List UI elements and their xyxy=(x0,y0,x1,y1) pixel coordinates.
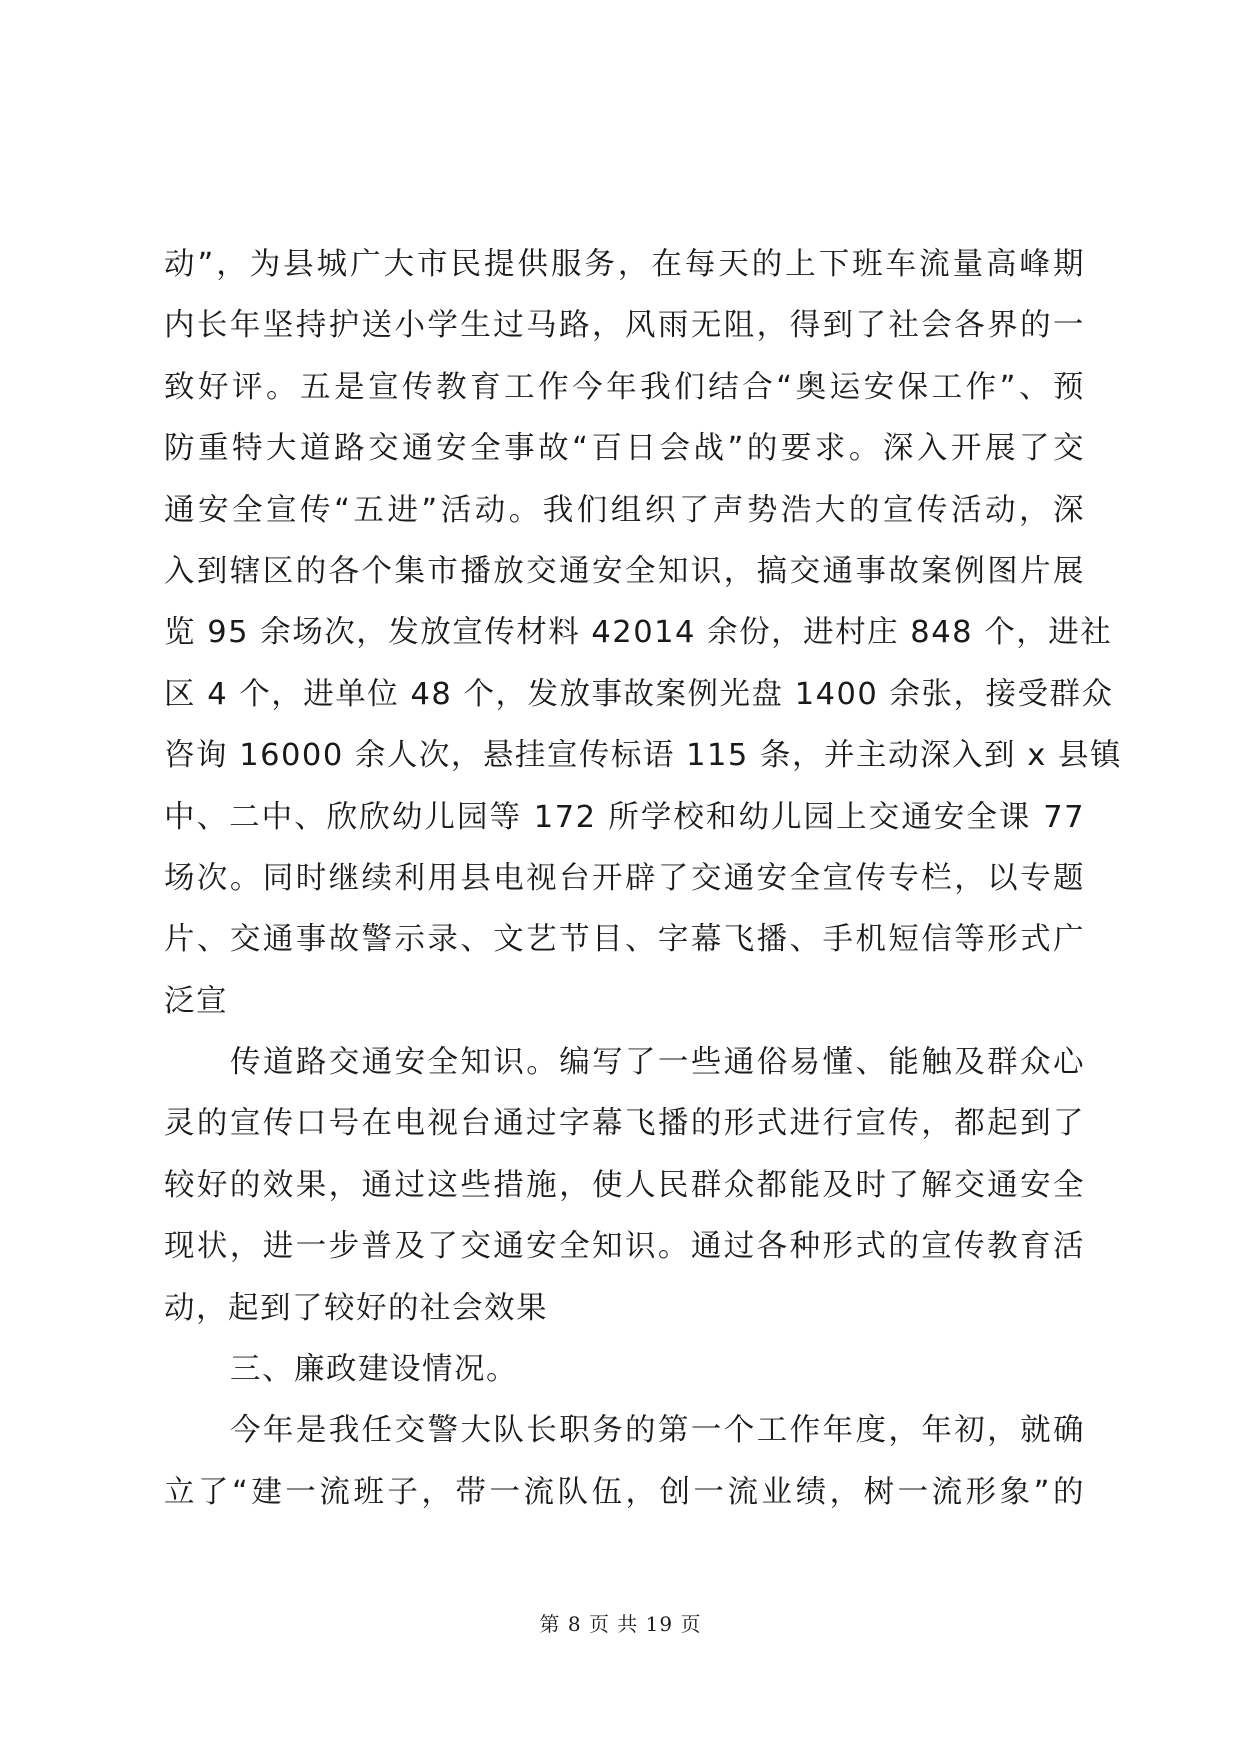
section-heading: 三、廉政建设情况。 xyxy=(230,1352,518,1388)
text-line: 防重特大道路交通安全事故“百日会战”的要求。深入开展了交 xyxy=(164,431,1085,467)
text-line: 动，起到了较好的社会效果 xyxy=(164,1290,548,1326)
text-line: 场次。同时继续利用县电视台开辟了交通安全宣传专栏，以专题 xyxy=(164,860,1085,896)
text-line: 通安全宣传“五进”活动。我们组织了声势浩大的宣传活动，深 xyxy=(164,492,1085,528)
page-number-footer: 第 8 页 共 19 页 xyxy=(539,1612,702,1636)
text-line: 传道路交通安全知识。编写了一些通俗易懂、能触及群众心 xyxy=(230,1045,1085,1081)
text-line: 致好评。五是宣传教育工作今年我们结合“奥运安保工作”、预 xyxy=(164,369,1085,405)
text-line: 较好的效果，通过这些措施，使人民群众都能及时了解交通安全 xyxy=(164,1167,1085,1203)
text-line: 泛宣 xyxy=(164,983,228,1019)
text-line: 内长年坚持护送小学生过马路，风雨无阻，得到了社会各界的一 xyxy=(164,308,1085,344)
text-line: 今年是我任交警大队长职务的第一个工作年度，年初，就确 xyxy=(230,1413,1085,1449)
text-line: 现状，进一步普及了交通安全知识。通过各种形式的宣传教育活 xyxy=(164,1229,1085,1265)
text-line: 入到辖区的各个集市播放交通安全知识，搞交通事故案例图片展 xyxy=(164,553,1085,589)
text-line: 动”，为县城广大市民提供服务，在每天的上下班车流量高峰期 xyxy=(164,247,1085,282)
text-line: 咨询 16000 余人次，悬挂宣传标语 115 条，并主动深入到 x 县镇 xyxy=(164,738,1122,774)
text-line: 中、二中、欣欣幼儿园等 172 所学校和幼儿园上交通安全课 77 xyxy=(164,799,1085,835)
text-line: 片、交通事故警示录、文艺节目、字幕飞播、手机短信等形式广 xyxy=(164,922,1085,958)
document-body xyxy=(164,234,1122,1523)
text-line: 区 4 个，进单位 48 个，发放事故案例光盘 1400 余张，接受群众 xyxy=(164,676,1114,712)
text-line: 览 95 余场次，发放宣传材料 42014 余份，进村庄 848 个，进社 xyxy=(164,615,1113,651)
text-line: 立了“建一流班子，带一流队伍，创一流业绩，树一流形象”的 xyxy=(164,1474,1085,1510)
text-line: 灵的宣传口号在电视台通过字幕飞播的形式进行宣传，都起到了 xyxy=(164,1106,1085,1142)
